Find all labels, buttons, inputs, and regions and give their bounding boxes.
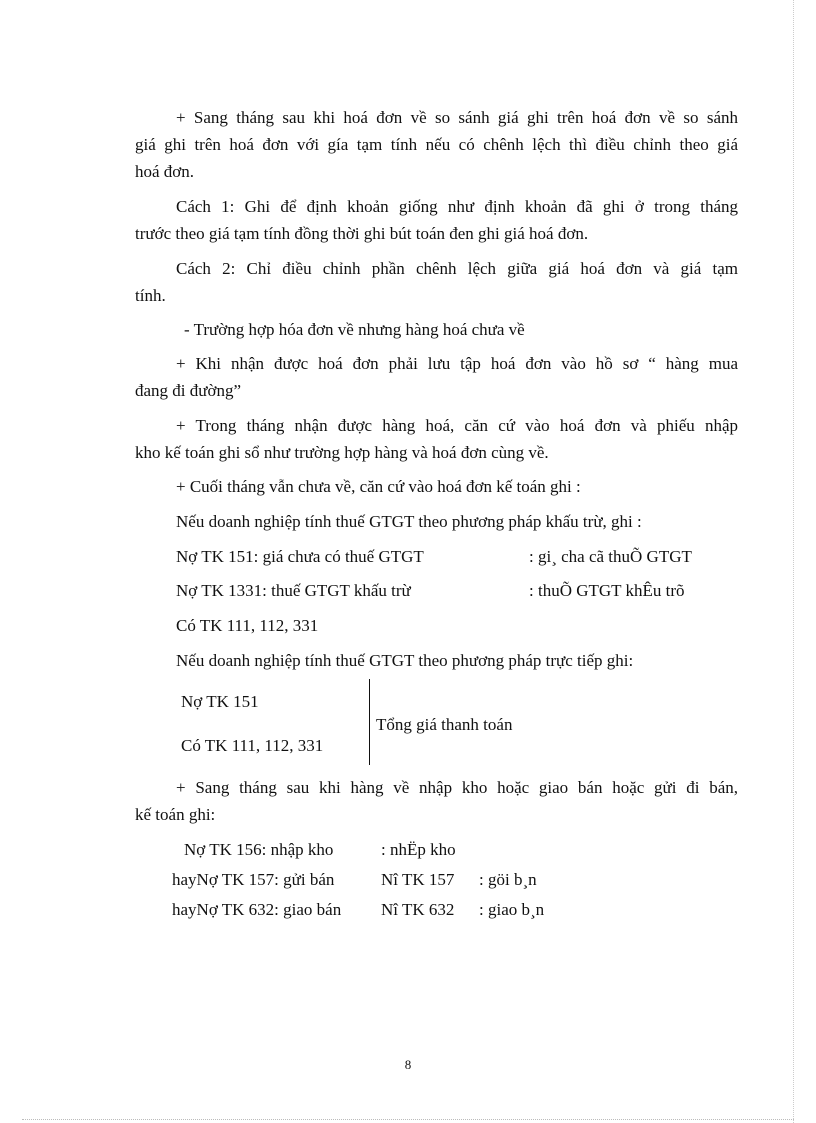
- paragraph-line: Cách 1: Ghi để định khoản giống như định khoản đã ghi ở trong tháng: [176, 197, 738, 216]
- paragraph-line: - Trường hợp hóa đơn về nhưng hàng hoá chưa về: [184, 320, 525, 339]
- entry-left: Nợ TK 1331: thuế GTGT khấu trừ: [176, 581, 411, 600]
- entry-left: Nợ TK 151: giá chưa có thuế GTGT: [176, 547, 424, 566]
- paragraph-line: kế toán ghi:: [135, 805, 216, 824]
- entry-left: hayNợ TK 157: gửi bán: [172, 870, 335, 889]
- paragraph-line: Nếu doanh nghiệp tính thuế GTGT theo phương pháp trực tiếp ghi:: [176, 651, 634, 670]
- paragraph-line: + Sang tháng sau khi hoá đơn về so sánh giá ghi trên hoá đơn về so sánh: [176, 108, 738, 127]
- entry-left: Nợ TK 156: nhập kho: [184, 840, 334, 859]
- entry-left: hayNợ TK 632: giao bán: [172, 900, 342, 919]
- paragraph-line: giá ghi trên hoá đơn với gía tạm tính nếu có chênh lệch thì điều chỉnh theo giá: [135, 135, 738, 154]
- entry-right: : thuÕ GTGT khÊu trõ: [529, 581, 685, 600]
- page-right-border: [793, 0, 794, 1123]
- paragraph-line: hoá đơn.: [135, 162, 195, 181]
- page-number: 8: [404, 1057, 412, 1072]
- entry-right: : nhËp kho: [381, 840, 456, 859]
- page-bottom-border: [22, 1119, 794, 1120]
- bracket-entry-credit: Có TK 111, 112, 331: [181, 736, 324, 755]
- paragraph-line: Nếu doanh nghiệp tính thuế GTGT theo phương pháp khấu trừ, ghi :: [176, 512, 642, 531]
- entry-right: : gi¸ cha cã thuÕ GTGT: [529, 547, 692, 566]
- paragraph-line: kho kế toán ghi sổ như trường hợp hàng và hoá đơn cùng về.: [135, 443, 549, 462]
- paragraph-line: đang đi đường”: [135, 381, 242, 400]
- bracket-divider: [369, 679, 370, 765]
- paragraph-line: + Sang tháng sau khi hàng về nhập kho hoặc giao bán hoặc gửi đi bán,: [176, 778, 738, 797]
- bracket-entry-debit: Nợ TK 151: [181, 692, 259, 711]
- entry-right: : göi b¸n: [479, 870, 537, 889]
- paragraph-line: Cách 2: Chỉ điều chỉnh phần chênh lệch giữa giá hoá đơn và giá tạm: [176, 259, 738, 278]
- entry-left: Có TK 111, 112, 331: [176, 616, 319, 635]
- paragraph-line: trước theo giá tạm tính đồng thời ghi bút toán đen ghi giá hoá đơn.: [135, 224, 589, 243]
- paragraph-line: + Khi nhận được hoá đơn phải lưu tập hoá đơn vào hồ sơ “ hàng mua: [176, 354, 738, 373]
- paragraph-line: tính.: [135, 286, 166, 305]
- entry-middle: Nî TK 632: [381, 900, 455, 919]
- paragraph-line: + Trong tháng nhận được hàng hoá, căn cứ vào hoá đơn và phiếu nhập: [176, 416, 738, 435]
- bracket-entry-total: Tổng giá thanh toán: [376, 715, 513, 734]
- entry-right: : giao b¸n: [479, 900, 545, 919]
- paragraph-line: + Cuối tháng vẫn chưa về, căn cứ vào hoá đơn kế toán ghi :: [176, 477, 581, 496]
- entry-middle: Nî TK 157: [381, 870, 455, 889]
